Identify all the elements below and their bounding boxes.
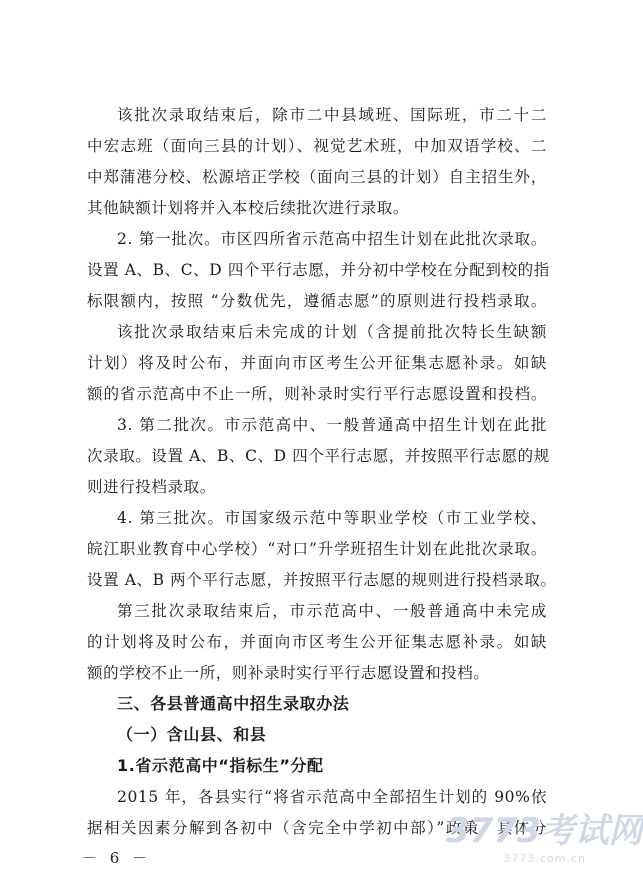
paragraph-line: 设置 A、B、C、D 四个平行志愿，并分初中学校在分配到校的指 xyxy=(87,261,550,279)
paragraph-line: 据相关因素分解到各初中（含完全中学初中部）”政策，具体分 xyxy=(87,819,547,837)
watermark-url: 3773.com.cn xyxy=(503,852,586,865)
paragraph-line: 皖江职业教育中心学校）“对口”升学班招生计划在此批次录取。 xyxy=(87,540,547,558)
paragraph-line: 计划）将及时公布，并面向市区考生公开征集志愿补录。如缺 xyxy=(87,354,547,372)
page-number: － 6 － xyxy=(82,849,152,867)
paragraph-line: 该批次录取结束后未完成的计划（含提前批次特长生缺额 xyxy=(117,323,547,341)
paragraph-line: 标限额内，按照 “分数优先，遵循志愿”的原则进行投档录取。 xyxy=(87,292,547,310)
paragraph-line: 中宏志班（面向三县的计划）、视觉艺术班，中加双语学校、二 xyxy=(87,137,547,155)
paragraph-line: 2015 年，各县实行“将省示范高中全部招生计划的 90%依 xyxy=(117,788,547,806)
paragraph-line: 4. 第三批次。市国家级示范中等职业学校（市工业学校、 xyxy=(117,509,547,527)
paragraph-line: 其他缺额计划将并入本校后续批次进行录取。 xyxy=(87,199,410,217)
paragraph-line: 2. 第一批次。市区四所省示范高中招生计划在此批次录取。 xyxy=(117,230,547,248)
paragraph-line: 第三批次录取结束后，市示范高中、一般普通高中未完成 xyxy=(117,602,547,620)
section-heading: 三、各县普通高中招生录取办法 xyxy=(117,694,350,713)
paragraph-line: 3. 第二批次。市示范高中、一般普通高中招生计划在此批 xyxy=(117,416,547,434)
item-heading: 1.省示范高中“指标生”分配 xyxy=(117,756,324,775)
watermark xyxy=(446,811,643,872)
paragraph-line: 次录取。设置 A、B、C、D 四个平行志愿，并按照平行志愿的规 xyxy=(87,447,550,465)
paragraph-line: 该批次录取结束后，除市二中县域班、国际班，市二十二 xyxy=(117,106,547,124)
paragraph-line: 设置 A、B 两个平行志愿，并按照平行志愿的规则进行投档录取。 xyxy=(87,571,557,589)
paragraph-line: 则进行投档录取。 xyxy=(87,478,216,496)
subsection-heading: （一）含山县、和县 xyxy=(117,725,267,744)
paragraph-line: 额的省示范高中不止一所，则补录时实行平行志愿设置和投档。 xyxy=(87,385,547,403)
paragraph-line: 额的学校不止一所，则补录时实行平行志愿设置和投档。 xyxy=(87,664,490,682)
paragraph-line: 的计划将及时公布，并面向市区考生公开征集志愿补录。如缺 xyxy=(87,633,547,651)
watermark-logo: 3773考试网 xyxy=(446,811,643,851)
paragraph-line: 中郑蒲港分校、松源培正学校（面向三县的计划）自主招生外， xyxy=(87,168,547,186)
